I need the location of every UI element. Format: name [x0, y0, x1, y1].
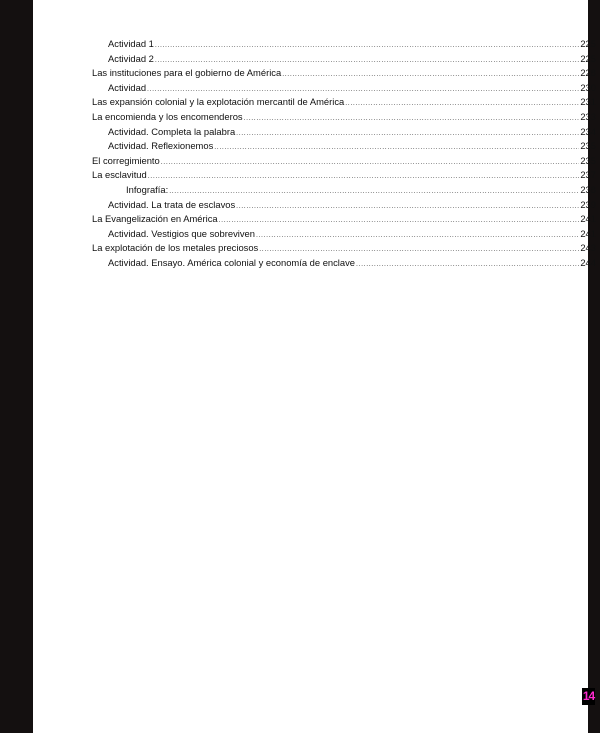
toc-entry-title: Actividad 2 — [108, 52, 154, 64]
toc-entry-title: Infografía: — [126, 183, 169, 195]
toc-dot-leader — [236, 127, 579, 142]
toc-dot-leader — [282, 68, 579, 83]
toc-entry[interactable] — [92, 66, 596, 81]
toc-entry-title: La explotación de los metales preciosos — [92, 242, 259, 254]
toc-entry[interactable] — [92, 256, 596, 271]
toc-entry-page: 239 — [580, 198, 596, 210]
toc-dot-leader — [148, 170, 580, 185]
toc-entry-page: 233 — [580, 110, 596, 122]
toc-entry-page: 235 — [580, 140, 596, 152]
toc-entry[interactable] — [92, 37, 596, 52]
toc-entry[interactable] — [92, 198, 596, 213]
toc-entry[interactable] — [92, 227, 596, 242]
toc-entry-page: 237 — [580, 169, 596, 181]
toc-entry[interactable] — [92, 183, 596, 198]
toc-entry[interactable] — [92, 168, 596, 183]
toc-dot-leader — [214, 141, 579, 156]
toc-entry-page: 230 — [580, 81, 596, 93]
toc-entry[interactable] — [92, 241, 596, 256]
toc-entry-page: 241 — [580, 213, 596, 225]
toc-entry-title: Actividad. La trata de esclavos — [108, 198, 236, 210]
toc-entry-title: Las expansión colonial y la explotación mercantil de América — [92, 96, 345, 108]
toc-dot-leader — [236, 200, 579, 215]
toc-entry-title: Actividad 1 — [108, 38, 154, 49]
toc-entry[interactable] — [92, 81, 596, 96]
toc-entry-title: Las instituciones para el gobierno de América — [92, 67, 282, 79]
toc-entry-page: 244 — [580, 256, 596, 268]
toc-entry-title: Actividad. Ensayo. América colonial y economía de enclave — [108, 256, 356, 268]
toc-entry[interactable] — [92, 95, 596, 110]
toc-entry-page: 225 — [580, 52, 596, 64]
toc-entry-page: 225 — [580, 38, 596, 49]
toc-entry-title: La Evangelización en América — [92, 213, 218, 225]
document-page — [33, 0, 596, 733]
toc-entry-title: La encomienda y los encomenderos — [92, 110, 243, 122]
toc-dot-leader — [219, 214, 580, 229]
page-number-badge: 14 — [582, 689, 595, 703]
toc-entry-title: La esclavitud — [92, 169, 147, 181]
toc-entry-title: Actividad. Completa la palabra — [108, 125, 236, 137]
toc-dot-leader — [256, 229, 579, 244]
toc-entry-page: 241 — [580, 227, 596, 239]
toc-dot-leader — [161, 156, 580, 171]
toc-entry-page: 243 — [580, 242, 596, 254]
toc-entry-title: Actividad — [108, 81, 147, 93]
table-of-contents — [92, 37, 596, 271]
toc-entry-page: 234 — [580, 125, 596, 137]
toc-entry[interactable] — [92, 110, 596, 125]
toc-entry-page: 228 — [580, 67, 596, 79]
toc-entry-title: Actividad. Vestigios que sobreviven — [108, 227, 255, 239]
toc-entry[interactable] — [92, 125, 596, 140]
toc-entry-page: 238 — [580, 183, 596, 195]
toc-entry-page: 231 — [580, 96, 596, 108]
toc-entry[interactable] — [92, 212, 596, 227]
toc-dot-leader — [356, 258, 579, 273]
toc-dot-leader — [345, 97, 579, 112]
toc-entry[interactable] — [92, 154, 596, 169]
toc-dot-leader — [155, 39, 579, 54]
toc-dot-leader — [244, 112, 580, 127]
toc-entry-title: El corregimiento — [92, 154, 160, 166]
toc-entry[interactable] — [92, 139, 596, 154]
toc-entry-page: 235 — [580, 154, 596, 166]
toc-entry[interactable] — [92, 52, 596, 67]
toc-entry-title: Actividad. Reflexionemos — [108, 140, 214, 152]
